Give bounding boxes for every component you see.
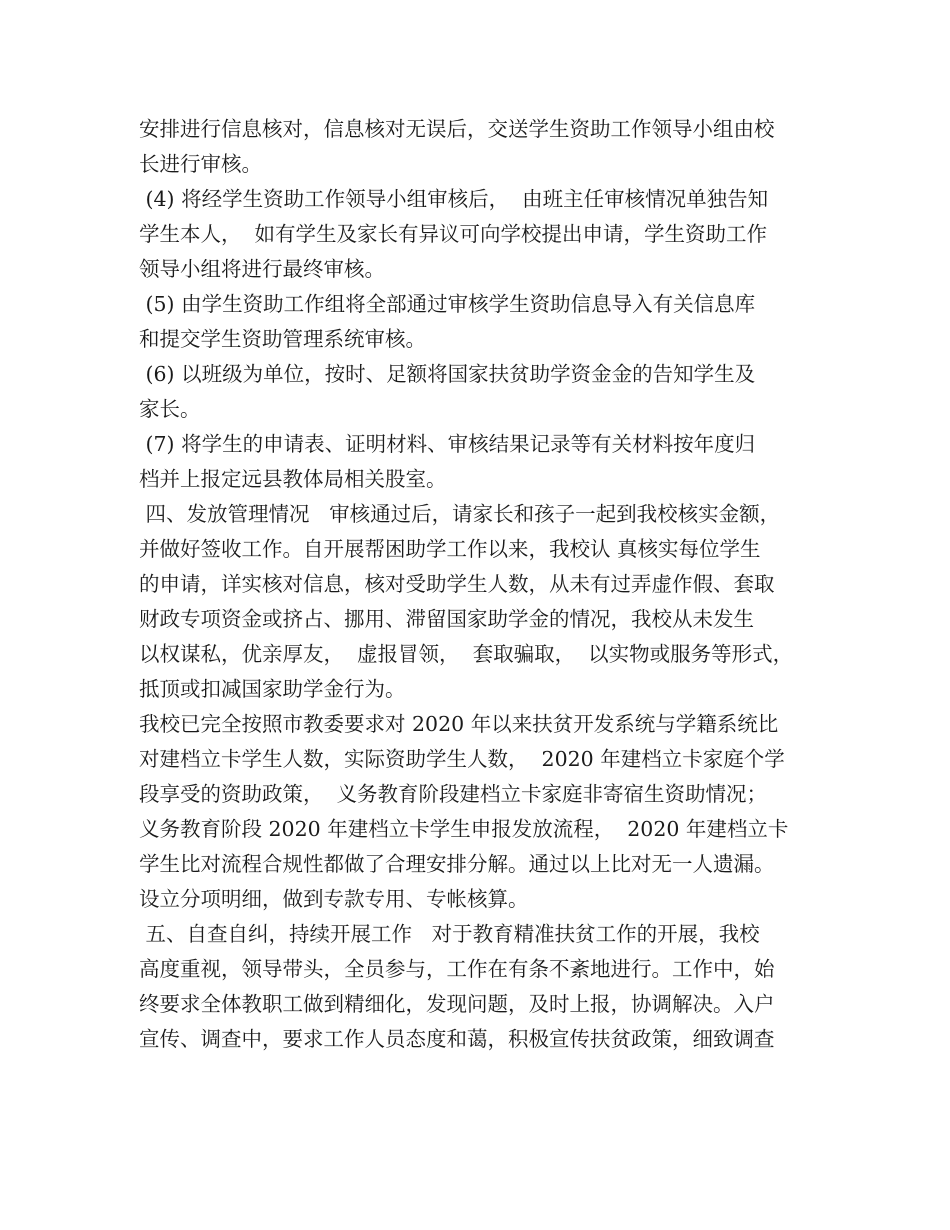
text-line: 对建档立卡学生人数，实际资助学生人数， 2020 年建档立卡家庭个学	[139, 747, 785, 771]
text-line: 抵顶或扣减国家助学金行为。	[139, 677, 406, 701]
text-line: (6) 以班级为单位，按时、足额将国家扶贫助学资金金的告知学生及	[139, 362, 756, 386]
text-line: 宣传、调查中，要求工作人员态度和蔼，积极宣传扶贫政策，细致调查	[139, 1027, 775, 1051]
text-line: 长进行审核。	[139, 152, 262, 176]
text-line: 家长。	[139, 397, 201, 421]
text-line: 安排进行信息核对，信息核对无误后，交送学生资助工作领导小组由校	[139, 117, 775, 141]
text-line: 的申请，详实核对信息，核对受助学生人数，从未有过弄虚作假、套取	[139, 572, 775, 596]
text-line: 设立分项明细，做到专款专用、专帐核算。	[139, 887, 529, 911]
text-line: 段享受的资助政策， 义务教育阶段建档立卡家庭非寄宿生资助情况；	[139, 782, 768, 806]
text-line: (4) 将经学生资助工作领导小组审核后， 由班主任审核情况单独告知	[139, 187, 769, 211]
text-line: 学生本人， 如有学生及家长有异议可向学校提出申请，学生资助工作	[139, 222, 768, 246]
text-line: 并做好签收工作。自开展帮困助学工作以来，我校认 真核实每位学生	[139, 537, 761, 561]
text-line: 五、自查自纠，持续开展工作 对于教育精准扶贫工作的开展，我校	[139, 922, 760, 946]
text-line: 四、发放管理情况 审核通过后，请家长和孩子一起到我校核实金额，	[139, 502, 781, 526]
text-line: 档并上报定远县教体局相关股室。	[139, 467, 447, 491]
text-line: 财政专项资金或挤占、挪用、滞留国家助学金的情况，我校从未发生	[139, 607, 754, 631]
text-line: 以权谋私，优亲厚友， 虚报冒领， 套取骗取， 以实物或服务等形式，	[139, 642, 794, 666]
text-line: 领导小组将进行最终审核。	[139, 257, 385, 281]
text-line: 义务教育阶段 2020 年建档立卡学生申报发放流程， 2020 年建档立卡	[139, 817, 789, 841]
text-line: (7) 将学生的申请表、证明材料、审核结果记录等有关材料按年度归	[139, 432, 756, 456]
text-line: 学生比对流程合规性都做了合理安排分解。通过以上比对无一人遗漏。	[139, 852, 775, 876]
text-line: 高度重视，领导带头，全员参与，工作在有条不紊地进行。工作中，始	[139, 957, 775, 981]
document-body	[139, 112, 839, 1057]
text-line: (5) 由学生资助工作组将全部通过审核学生资助信息导入有关信息库	[139, 292, 756, 316]
text-line: 终要求全体教职工做到精细化，发现问题，及时上报，协调解决。入户	[139, 992, 775, 1016]
text-line: 我校已完全按照市教委要求对 2020 年以来扶贫开发系统与学籍系统比	[139, 712, 779, 736]
text-line: 和提交学生资助管理系统审核。	[139, 327, 426, 351]
